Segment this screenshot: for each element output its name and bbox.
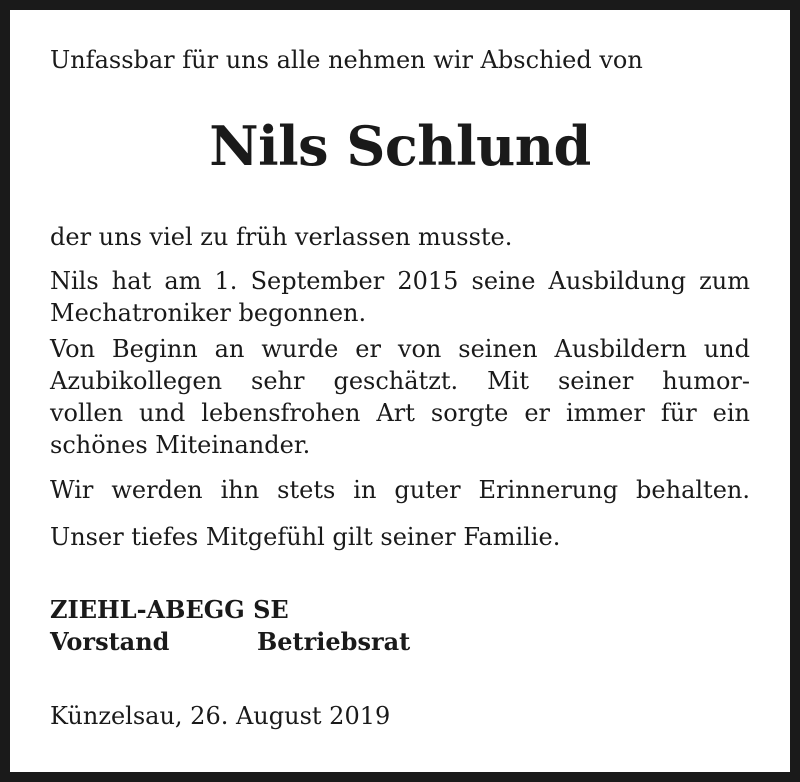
paragraph3: Wir werden ihn stets in guter Erinnerung behalten. (50, 476, 750, 504)
paragraph2-line1: Von Beginn an wurde er von seinen Ausbildern und (50, 335, 750, 363)
paragraph4: Unser tiefes Mitgefühl gilt seiner Familie. (50, 523, 561, 551)
paragraph1-line1: Nils hat am 1. September 2015 seine Ausbildung zum (50, 267, 750, 295)
paragraph2-line2: Azubikollegen sehr geschätzt. Mit seiner humor- (50, 367, 750, 395)
paragraph2-line4: schönes Miteinander. (50, 431, 311, 459)
deceased-name: Nils Schlund (209, 114, 591, 178)
company-name: ZIEHL-ABEGG SE (50, 595, 289, 624)
signatory-works-council: Betriebsrat (257, 627, 411, 656)
obituary-notice (10, 10, 790, 772)
intro-line: Unfassbar für uns alle nehmen wir Abschied von (50, 46, 643, 74)
signatory-board: Vorstand (50, 627, 170, 656)
paragraph1-line2: Mechatroniker begonnen. (50, 299, 367, 327)
paragraph2-line3: vollen und lebensfrohen Art sorgte er immer für ein (50, 399, 750, 427)
subline: der uns viel zu früh verlassen musste. (50, 223, 513, 251)
place-date: Künzelsau, 26. August 2019 (50, 702, 391, 730)
